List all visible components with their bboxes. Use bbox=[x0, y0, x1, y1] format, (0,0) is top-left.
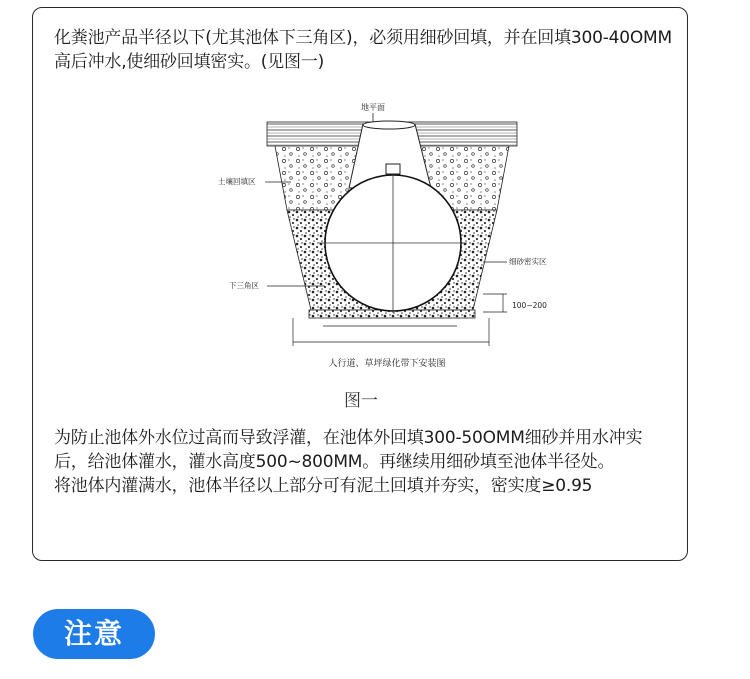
instruction-paragraph: 为防止池体外水位过高而导致浮灌，在池体外回填300-50OMM细砂并用水冲实后，给池体灌水，灌水高度500~800MM。再继续用细砂填至池体半径处。 将池体内灌满水，池体半径以上部分可有泥土回填并夯实，密实度≥0.95 bbox=[54, 428, 643, 496]
fine-sand-label: 细砂密实区 bbox=[509, 257, 547, 266]
installation-diagram bbox=[183, 98, 553, 378]
figure-caption: 图一 bbox=[344, 391, 378, 411]
diagram-inner-caption: 人行道、草坪绿化带下安装图 bbox=[328, 359, 446, 369]
lower-triangle-label: 下三角区 bbox=[229, 281, 259, 290]
ground-level-label: 地平面 bbox=[361, 103, 385, 112]
content-card bbox=[32, 7, 688, 561]
notice-button[interactable]: 注意 bbox=[33, 609, 155, 659]
intro-paragraph: 化粪池产品半径以下(尤其池体下三角区)，必须用细砂回填，并在回填300-40OMM高后冲水,使细砂回填密实。(见图一) bbox=[54, 28, 672, 72]
dimension-label: 100~200 bbox=[512, 301, 547, 310]
soil-backfill-label: 土壤回填区 bbox=[218, 177, 256, 186]
